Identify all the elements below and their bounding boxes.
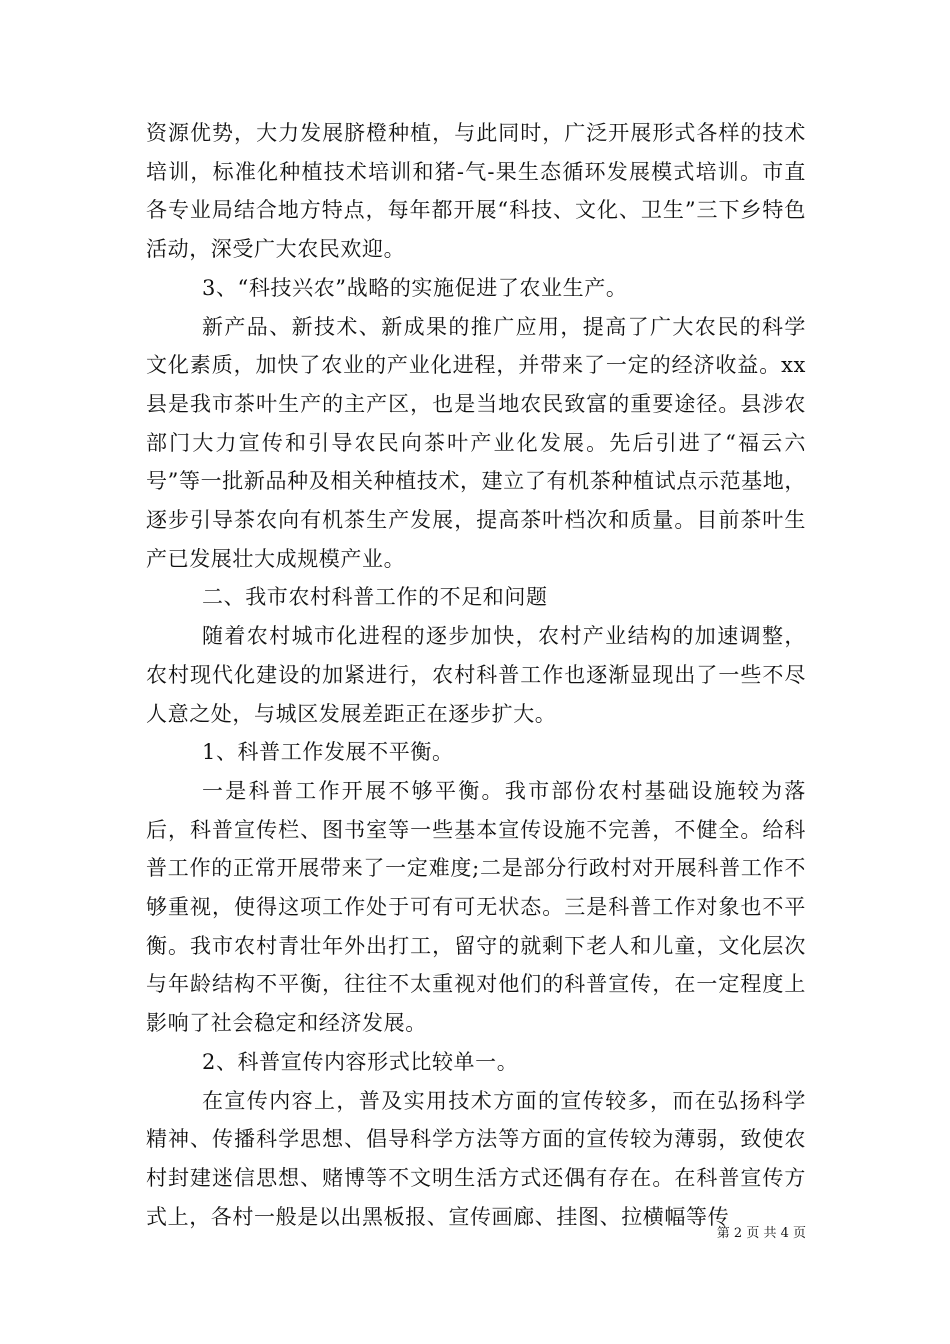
paragraph-3: 新产品、新技术、新成果的推广应用，提高了广大农民的科学文化素质，加快了农业的产业化进程，并带来了一定的经济收益。xx县是我市茶叶生产的主产区，也是当地农民致富的重要途径。县涉农部门大力宣传和引导农民向茶叶产业化发展。先后引进了“福云六号”等一批新品种及相关种植技术，建立了有机茶种植试点示范基地，逐步引导茶农向有机茶生产发展，提高茶叶档次和质量。目前茶叶生产已发展壮大成规模产业。 — [146, 314, 806, 571]
section-heading-2: 二、我市农村科普工作的不足和问题 — [202, 585, 548, 610]
paragraph-9: 在宣传内容上，普及实用技术方面的宣传较多，而在弘扬科学精神、传播科学思想、倡导科学方法等方面的宣传较为薄弱，致使农村封建迷信思想、赌博等不文明生活方式还偶有存在。在科普宣传方式上，各村一般是以出黑板报、宣传画廊、挂图、拉横幅等传 — [146, 1088, 806, 1229]
body-text — [146, 114, 806, 1236]
paragraph-2-heading: 3、“科技兴农”战略的实施促进了农业生产。 — [202, 275, 628, 300]
subheading-1: 1、科普工作发展不平衡。 — [202, 740, 454, 765]
paragraph-7: 一是科普工作开展不够平衡。我市部份农村基础设施较为落后，科普宣传栏、图书室等一些基本宣传设施不完善，不健全。给科普工作的正常开展带来了一定难度;二是部分行政村对开展科普工作不够重视，使得这项工作处于可有可无状态。三是科普工作对象也不平衡。我市农村青壮年外出打工，留守的就剩下老人和儿童，文化层次与年龄结构不平衡，往往不太重视对他们的科普宣传，在一定程度上影响了社会稳定和经济发展。 — [146, 778, 806, 1036]
paragraph-1: 资源优势，大力发展脐橙种植，与此同时，广泛开展形式各样的技术培训，标准化种植技术培训和猪-气-果生态循环发展模式培训。市直各专业局结合地方特点，每年都开展“科技、文化、卫生”三下乡特色活动，深受广大农民欢迎。 — [146, 121, 806, 262]
subheading-2: 2、科普宣传内容形式比较单一。 — [202, 1049, 519, 1074]
paragraph-5: 随着农村城市化进程的逐步加快，农村产业结构的加速调整，农村现代化建设的加紧进行，农村科普工作也逐渐显现出了一些不尽人意之处，与城区发展差距正在逐步扩大。 — [146, 624, 806, 726]
page-number-footer: 第 2 页 共 4 页 — [716, 1226, 806, 1241]
